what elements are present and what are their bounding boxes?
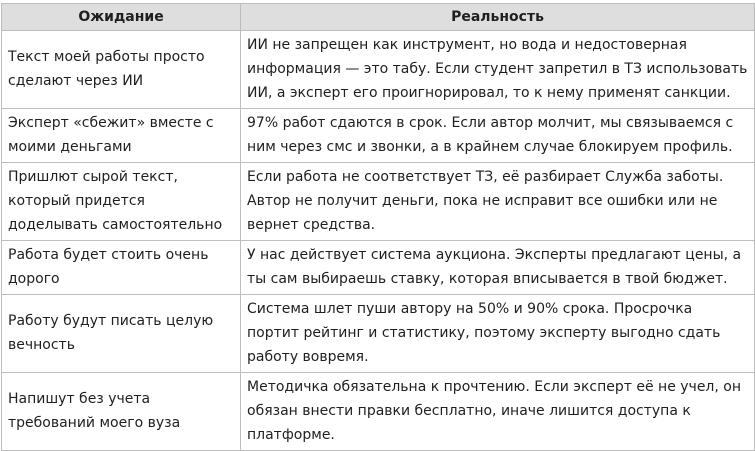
expectation-reality-table: [1, 3, 755, 451]
reality-cell: Система шлет пуши автору на 50% и 90% срока. Просрочка портит рейтинг и статистику, поэтому эксперту выгодно сдать работу вовремя.: [241, 295, 755, 373]
expectation-cell: Работа будет стоить очень дорого: [2, 241, 241, 295]
table-row: [2, 295, 755, 373]
table-header-row: [2, 4, 755, 31]
table-row: [2, 241, 755, 295]
expectation-cell: Текст моей работы просто сделают через ИИ: [2, 31, 241, 109]
table-row: [2, 31, 755, 109]
expectation-cell: Работу будут писать целую вечность: [2, 295, 241, 373]
expectation-cell: Напишут без учета требований моего вуза: [2, 373, 241, 451]
comparison-table-wrapper: [1, 3, 754, 451]
reality-cell: ИИ не запрещен как инструмент, но вода и недостоверная информация — это табу. Если студент запретил в ТЗ использовать ИИ, а эксперт его проигнорировал, то к нему применят санкции.: [241, 31, 755, 109]
expectation-cell: Эксперт «сбежит» вместе с моими деньгами: [2, 109, 241, 163]
reality-cell: Методичка обязательна к прочтению. Если эксперт её не учел, он обязан внести правки бесплатно, иначе лишится доступа к платформе.: [241, 373, 755, 451]
header-expectation: Ожидание: [2, 4, 241, 31]
header-reality: Реальность: [241, 4, 755, 31]
reality-cell: Если работа не соответствует ТЗ, её разбирает Служба заботы. Автор не получит деньги, пока не исправит все ошибки или не вернет средства.: [241, 163, 755, 241]
table-row: [2, 109, 755, 163]
table-row: [2, 373, 755, 451]
expectation-cell: Пришлют сырой текст, который придется доделывать самостоятельно: [2, 163, 241, 241]
reality-cell: У нас действует система аукциона. Эксперты предлагают цены, а ты сам выбираешь ставку, которая вписывается в твой бюджет.: [241, 241, 755, 295]
reality-cell: 97% работ сдаются в срок. Если автор молчит, мы связываемся с ним через смс и звонки, а в крайнем случае блокируем профиль.: [241, 109, 755, 163]
table-row: [2, 163, 755, 241]
